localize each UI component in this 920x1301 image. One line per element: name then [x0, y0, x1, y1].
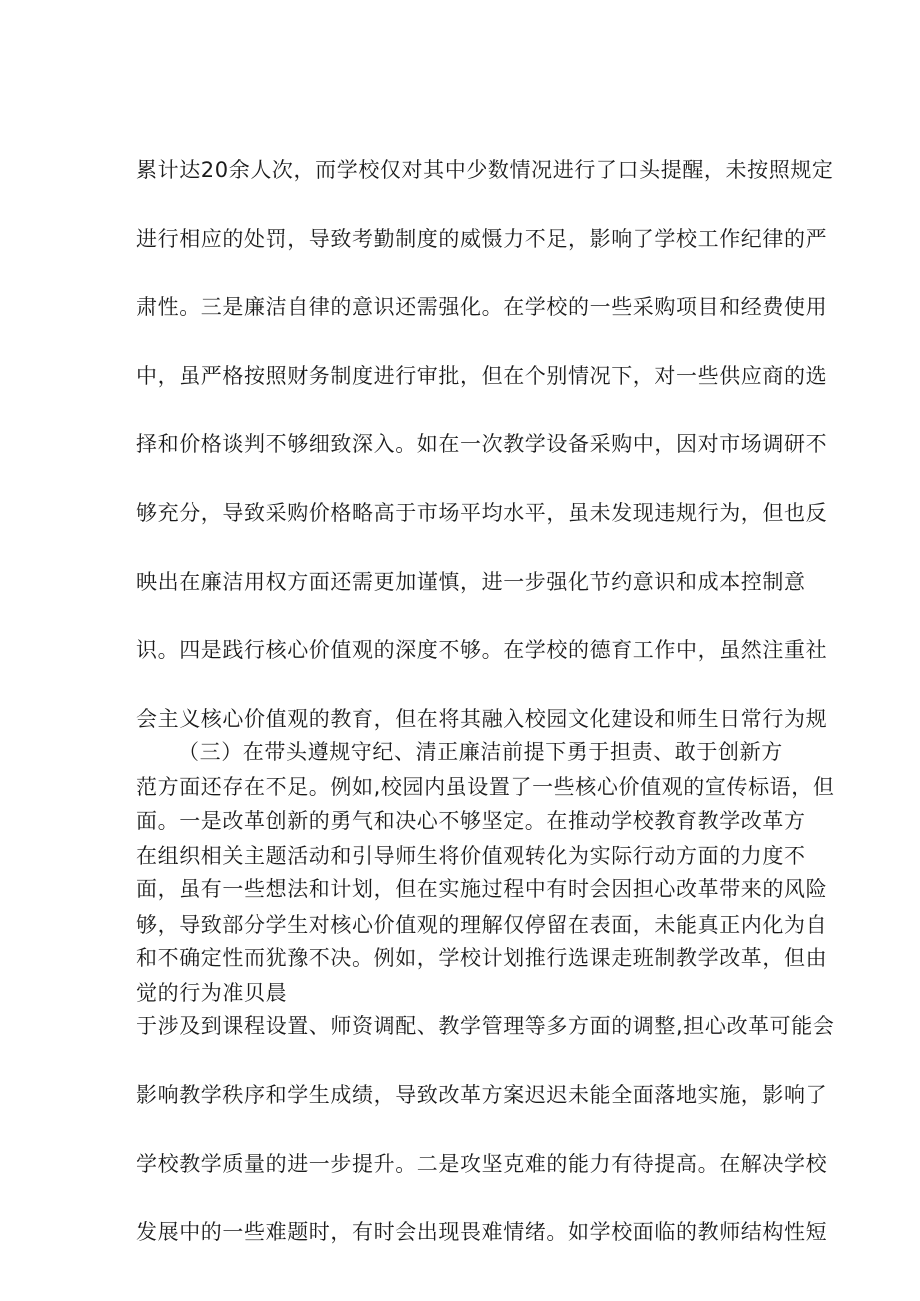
- text-line: 中，虽严格按照财务制度进行审批，但在个别情况下，对一些供应商的选: [136, 363, 828, 388]
- text-line: 择和价格谈判不够细致深入。如在一次教学设备采购中，因对市场调研不: [136, 432, 828, 457]
- text-line: 累计达20余人次，而学校仅对其中少数情况进行了口头提醒，未按照规定: [136, 158, 834, 182]
- text-line: 觉的行为准贝晨: [136, 981, 288, 1006]
- text-line: 学校教学质量的进一步提升。二是攻坚克难的能力有待提高。在解决学校: [136, 1151, 828, 1176]
- text-line: 面。一是改革创新的勇气和决心不够坚定。在推动学校教育教学改革方: [136, 808, 806, 833]
- text-line: 够，导致部分学生对核心价值观的理解仅停留在表面，未能真正内化为自: [136, 912, 828, 937]
- text-line: 范方面还存在不足。例如,校园内虽设置了一些核心价值观的宣传标语，但: [136, 775, 835, 800]
- text-line: 于涉及到课程设置、师资调配、教学管理等多方面的调整,担心改革可能会: [136, 1014, 835, 1039]
- text-line: 进行相应的处罚，导致考勤制度的威慑力不足，影响了学校工作纪律的严: [136, 226, 828, 251]
- text-line: 肃性。三是廉洁自律的意识还需强化。在学校的一些采购项目和经费使用: [136, 295, 828, 320]
- text-line: 在组织相关主题活动和引导师生将价值观转化为实际行动方面的力度不: [136, 843, 806, 868]
- text-line: 会主义核心价值观的教育，但在将其融入校园文化建设和师生日常行为规: [136, 706, 828, 731]
- text-line: 发展中的一些难题时，有时会出现畏难情绪。如学校面临的教师结构性短: [136, 1220, 828, 1245]
- text-line: 影响教学秩序和学生成绩，导致改革方案迟迟未能全面落地实施，影响了: [136, 1082, 828, 1107]
- text-line: 面，虽有一些想法和计划，但在实施过程中有时会因担心改革带来的风险: [136, 877, 828, 902]
- text-line: 映出在廉洁用权方面还需更加谨慎，进一步强化节约意识和成本控制意: [136, 569, 806, 594]
- section-heading-line: （三）在带头遵规守纪、清正廉洁前提下勇于担责、敢于创新方: [178, 740, 783, 764]
- text-line: 够充分，导致采购价格略高于市场平均水平，虽未发现违规行为，但也反: [136, 500, 828, 525]
- paragraph-2: [136, 735, 835, 1284]
- text-line: 和不确定性而犹豫不决。例如，学校计划推行选课走班制教学改革，但由: [136, 945, 828, 970]
- text-line: 识。四是践行核心价值观的深度不够。在学校的德育工作中，虽然注重社: [136, 638, 828, 663]
